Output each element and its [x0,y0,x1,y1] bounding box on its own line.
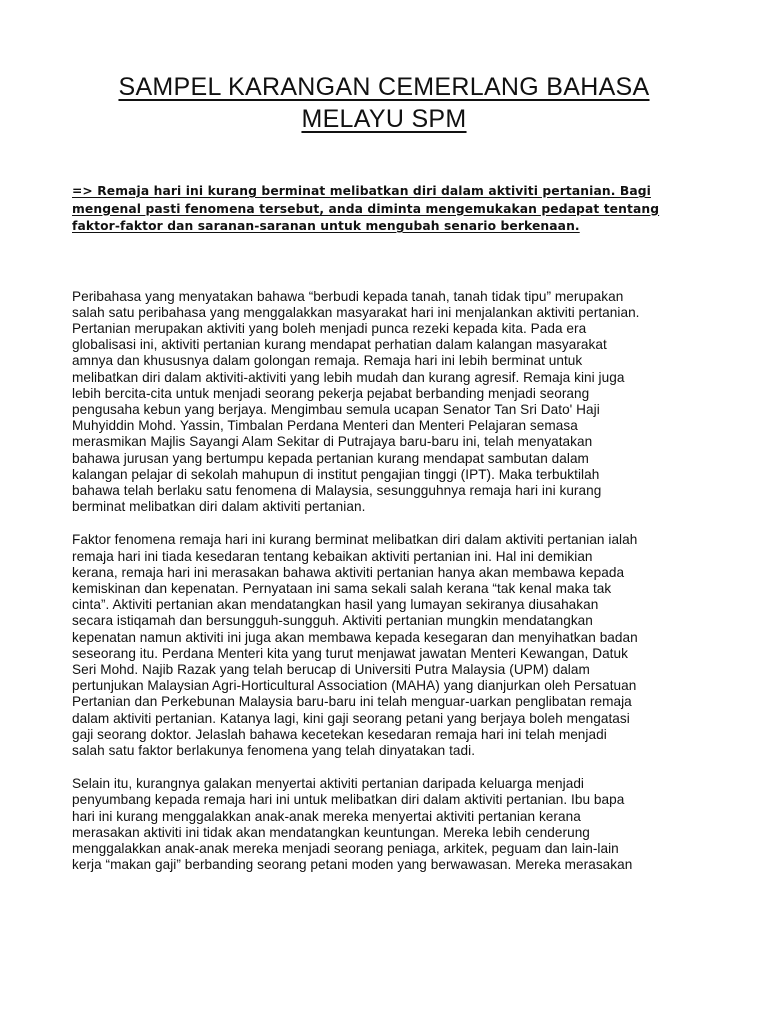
essay-body [72,289,696,874]
text-line: cinta”. Aktiviti pertanian akan mendatangkan hasil yang lumayan sekiranya diusahakan [72,597,599,613]
text-line: bahawa jurusan yang bertumpu kepada pertanian kurang mendapat sambutan dalam [72,450,589,466]
text-line: kalangan pelajar di sekolah mahupun di institut pengajian tinggi (IPT). Maka terbuktilah [72,466,600,482]
text-line: Selain itu, kurangnya galakan menyertai aktiviti pertanian daripada keluarga menjadi [72,776,585,792]
text-line: hari ini kurang menggalakkan anak-anak mereka menyertai aktiviti pertanian kerana [72,808,581,824]
text-line: seseorang itu. Perdana Menteri kita yang turut menjawat jawatan Menteri Kewangan, Datuk [72,645,628,661]
text-line: Muhyiddin Mohd. Yassin, Timbalan Perdana Menteri dan Menteri Pelajaran semasa [72,418,578,434]
paragraph-3 [72,776,696,873]
text-line: melibatkan diri dalam aktiviti-aktiviti yang lebih mudah dan kurang agresif. Remaja kini juga [72,369,625,385]
text-line: Seri Mohd. Najib Razak yang telah berucap di Universiti Putra Malaysia (UPM) dalam [72,661,590,677]
text-line: remaja hari ini tiada kesedaran tentang kebaikan aktiviti pertanian ini. Hal ini demikian [72,548,593,564]
text-line: gaji seorang doktor. Jelaslah bahawa kecetekan kesedaran remaja hari ini telah menjadi [72,726,607,742]
text-line: penyumbang kepada remaja hari ini untuk melibatkan diri dalam aktiviti pertanian. Ibu bapa [72,792,625,808]
text-line: lebih bercita-cita untuk menjadi seorang pekerja pejabat berbanding menjadi seorang [72,385,590,401]
text-line: kerja “makan gaji” berbanding seorang petani moden yang berwawasan. Mereka merasakan [72,857,633,873]
paragraph-2 [72,532,696,759]
text-line: merasakan aktiviti ini tidak akan mendatangkan keuntungan. Mereka lebih cenderung [72,824,590,840]
text-line: salah satu faktor berlakunya fenomena yang telah dinyatakan tadi. [72,742,476,758]
text-line: Pertanian dan Perkebunan Malaysia baru-baru ini telah menguar-uarkan penglibatan remaja [72,694,632,710]
text-line: Faktor fenomena remaja hari ini kurang berminat melibatkan diri dalam aktiviti pertanian ialah [72,532,638,548]
text-line: bahawa telah berlaku satu fenomena di Malaysia, sesungguhnya remaja hari ini kurang [72,482,602,498]
text-line: kerana, remaja hari ini merasakan bahawa aktiviti pertanian hanya akan membawa kepada [72,564,625,580]
text-line: pertunjukan Malaysian Agri-Horticultural Association (MAHA) yang dianjurkan oleh Persatuan [72,678,637,694]
text-line: secara istiqamah dan bersungguh-sungguh. Aktiviti pertanian mungkin mendatangkan [72,613,593,629]
text-line: pengusaha kebun yang berjaya. Mengimbau semula ucapan Senator Tan Sri Dato' Haji [72,401,600,417]
text-line: salah satu peribahasa yang menggalakkan masyarakat hari ini menjalankan aktiviti pertanian. [72,304,640,320]
text-line: merasmikan Majlis Sayangi Alam Sekitar di Putrajaya baru-baru ini, telah menyatakan [72,434,593,450]
title-line: MELAYU SPM [301,105,467,133]
title-line: SAMPEL KARANGAN CEMERLANG BAHASA [118,73,650,101]
text-line: globalisasi ini, aktiviti pertanian kurang mendapat perhatian dalam kalangan masyarakat [72,337,607,353]
text-line: menggalakkan anak-anak mereka menjadi seorang peniaga, arkitek, peguam dan lain-lain [72,841,619,856]
essay-question: => Remaja hari ini kurang berminat melibatkan diri dalam aktiviti pertanian. Bagi mengenal pasti fenomena tersebut, anda diminta mengemukakan pedapat tentang faktor-faktor dan saranan-saranan untuk mengubah senario berkenaan. [72,184,660,233]
text-line: Peribahasa yang menyatakan bahawa “berbudi kepada tanah, tanah tidak tipu” merupakan [72,288,624,304]
paragraph-1 [72,289,696,516]
text-line: kepenatan namun aktiviti ini juga akan membawa kepada kesegaran dan menyihatkan badan [72,629,638,645]
text-line: berminat melibatkan diri dalam aktiviti pertanian. [72,499,366,515]
text-line: dalam aktiviti pertanian. Katanya lagi, kini gaji seorang petani yang berjaya boleh mengatasi [72,710,630,726]
text-line: Pertanian merupakan aktiviti yang boleh menjadi punca rezeki kepada kita. Pada era [72,320,587,336]
text-line: kemiskinan dan kepenatan. Pernyataan ini sama sekali salah kerana “tak kenal maka tak [72,580,612,596]
text-line: amnya dan khususnya dalam golongan remaja. Remaja hari ini lebih berminat untuk [72,353,583,369]
document-title [72,71,696,135]
